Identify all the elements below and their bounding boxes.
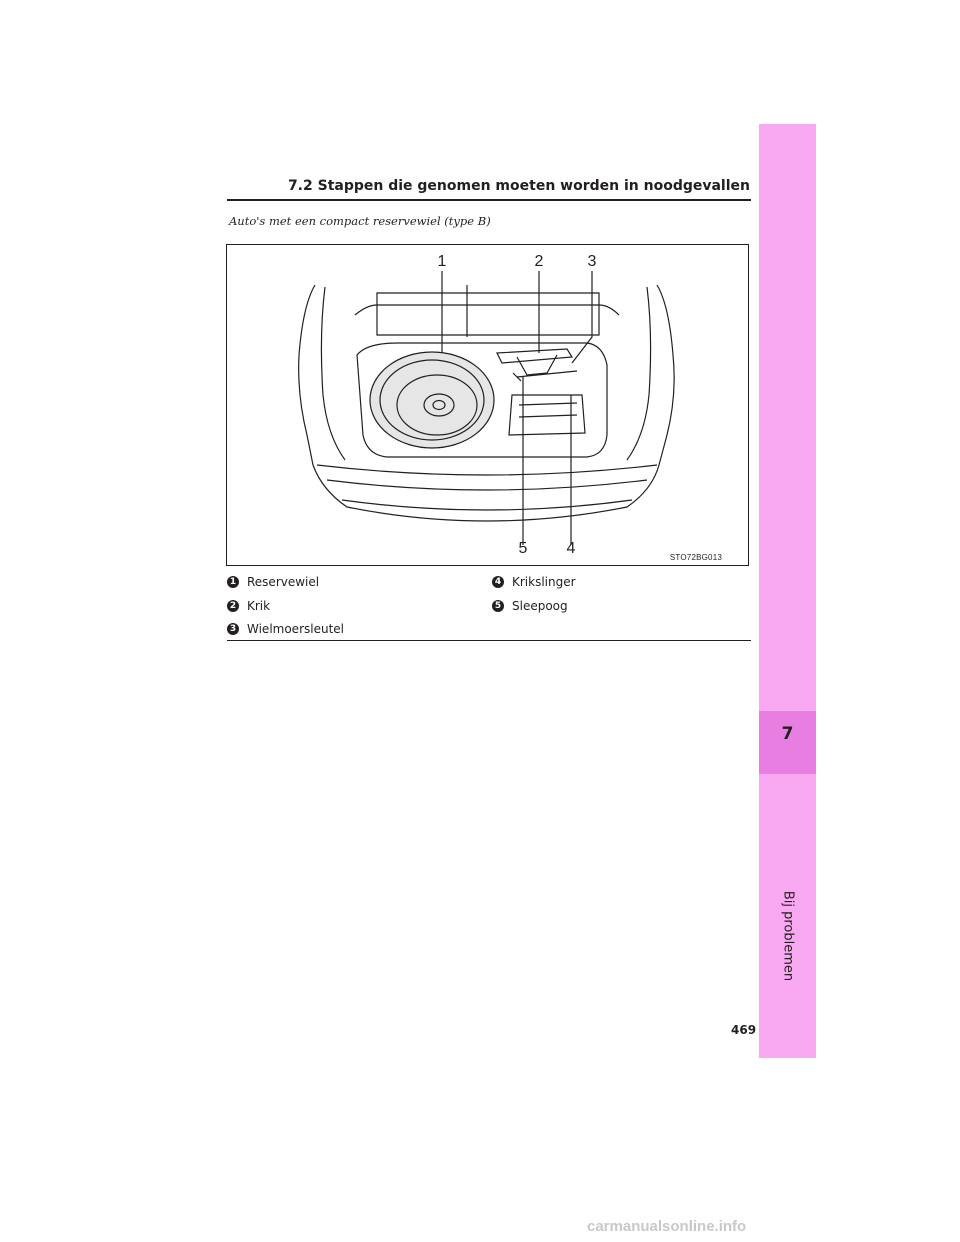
header-divider — [227, 199, 751, 201]
legend-number-1: 1 — [227, 576, 239, 588]
legend-number-2: 2 — [227, 600, 239, 612]
legend-item-4 — [492, 575, 576, 589]
subheading: Auto's met een compact reservewiel (type B) — [229, 214, 491, 228]
legend-label-5: Sleepoog — [512, 599, 568, 613]
chapter-side-tab — [759, 124, 816, 1058]
legend-number-5: 5 — [492, 600, 504, 612]
legend-number-3: 3 — [227, 623, 239, 635]
legend-label-4: Krikslinger — [512, 575, 576, 589]
legend-item-3 — [227, 622, 344, 636]
legend-label-2: Krik — [247, 599, 271, 613]
chapter-label: Bij problemen — [780, 890, 796, 982]
legend-label-3: Wielmoersleutel — [247, 622, 344, 636]
trunk-drawing — [227, 245, 748, 565]
callout-5: 5 — [518, 540, 528, 557]
legend-item-1 — [227, 575, 319, 589]
legend-item-2 — [227, 599, 270, 613]
bottom-divider — [227, 640, 751, 641]
legend-label-1: Reservewiel — [247, 575, 320, 589]
callout-3: 3 — [587, 253, 597, 270]
section-title: 7.2 Stappen die genomen moeten worden in noodgevallen — [287, 178, 750, 194]
trunk-illustration — [226, 244, 749, 566]
legend-number-4: 4 — [492, 576, 504, 588]
figure-code: STO72BG013 — [669, 553, 722, 562]
chapter-number: 7 — [781, 724, 794, 744]
callout-4: 4 — [566, 540, 576, 557]
callout-2: 2 — [534, 253, 544, 270]
page-number: 469 — [731, 1023, 757, 1037]
legend-item-5 — [492, 599, 568, 613]
callout-1: 1 — [437, 253, 447, 270]
watermark: carmanualsonline.info — [587, 1218, 747, 1235]
